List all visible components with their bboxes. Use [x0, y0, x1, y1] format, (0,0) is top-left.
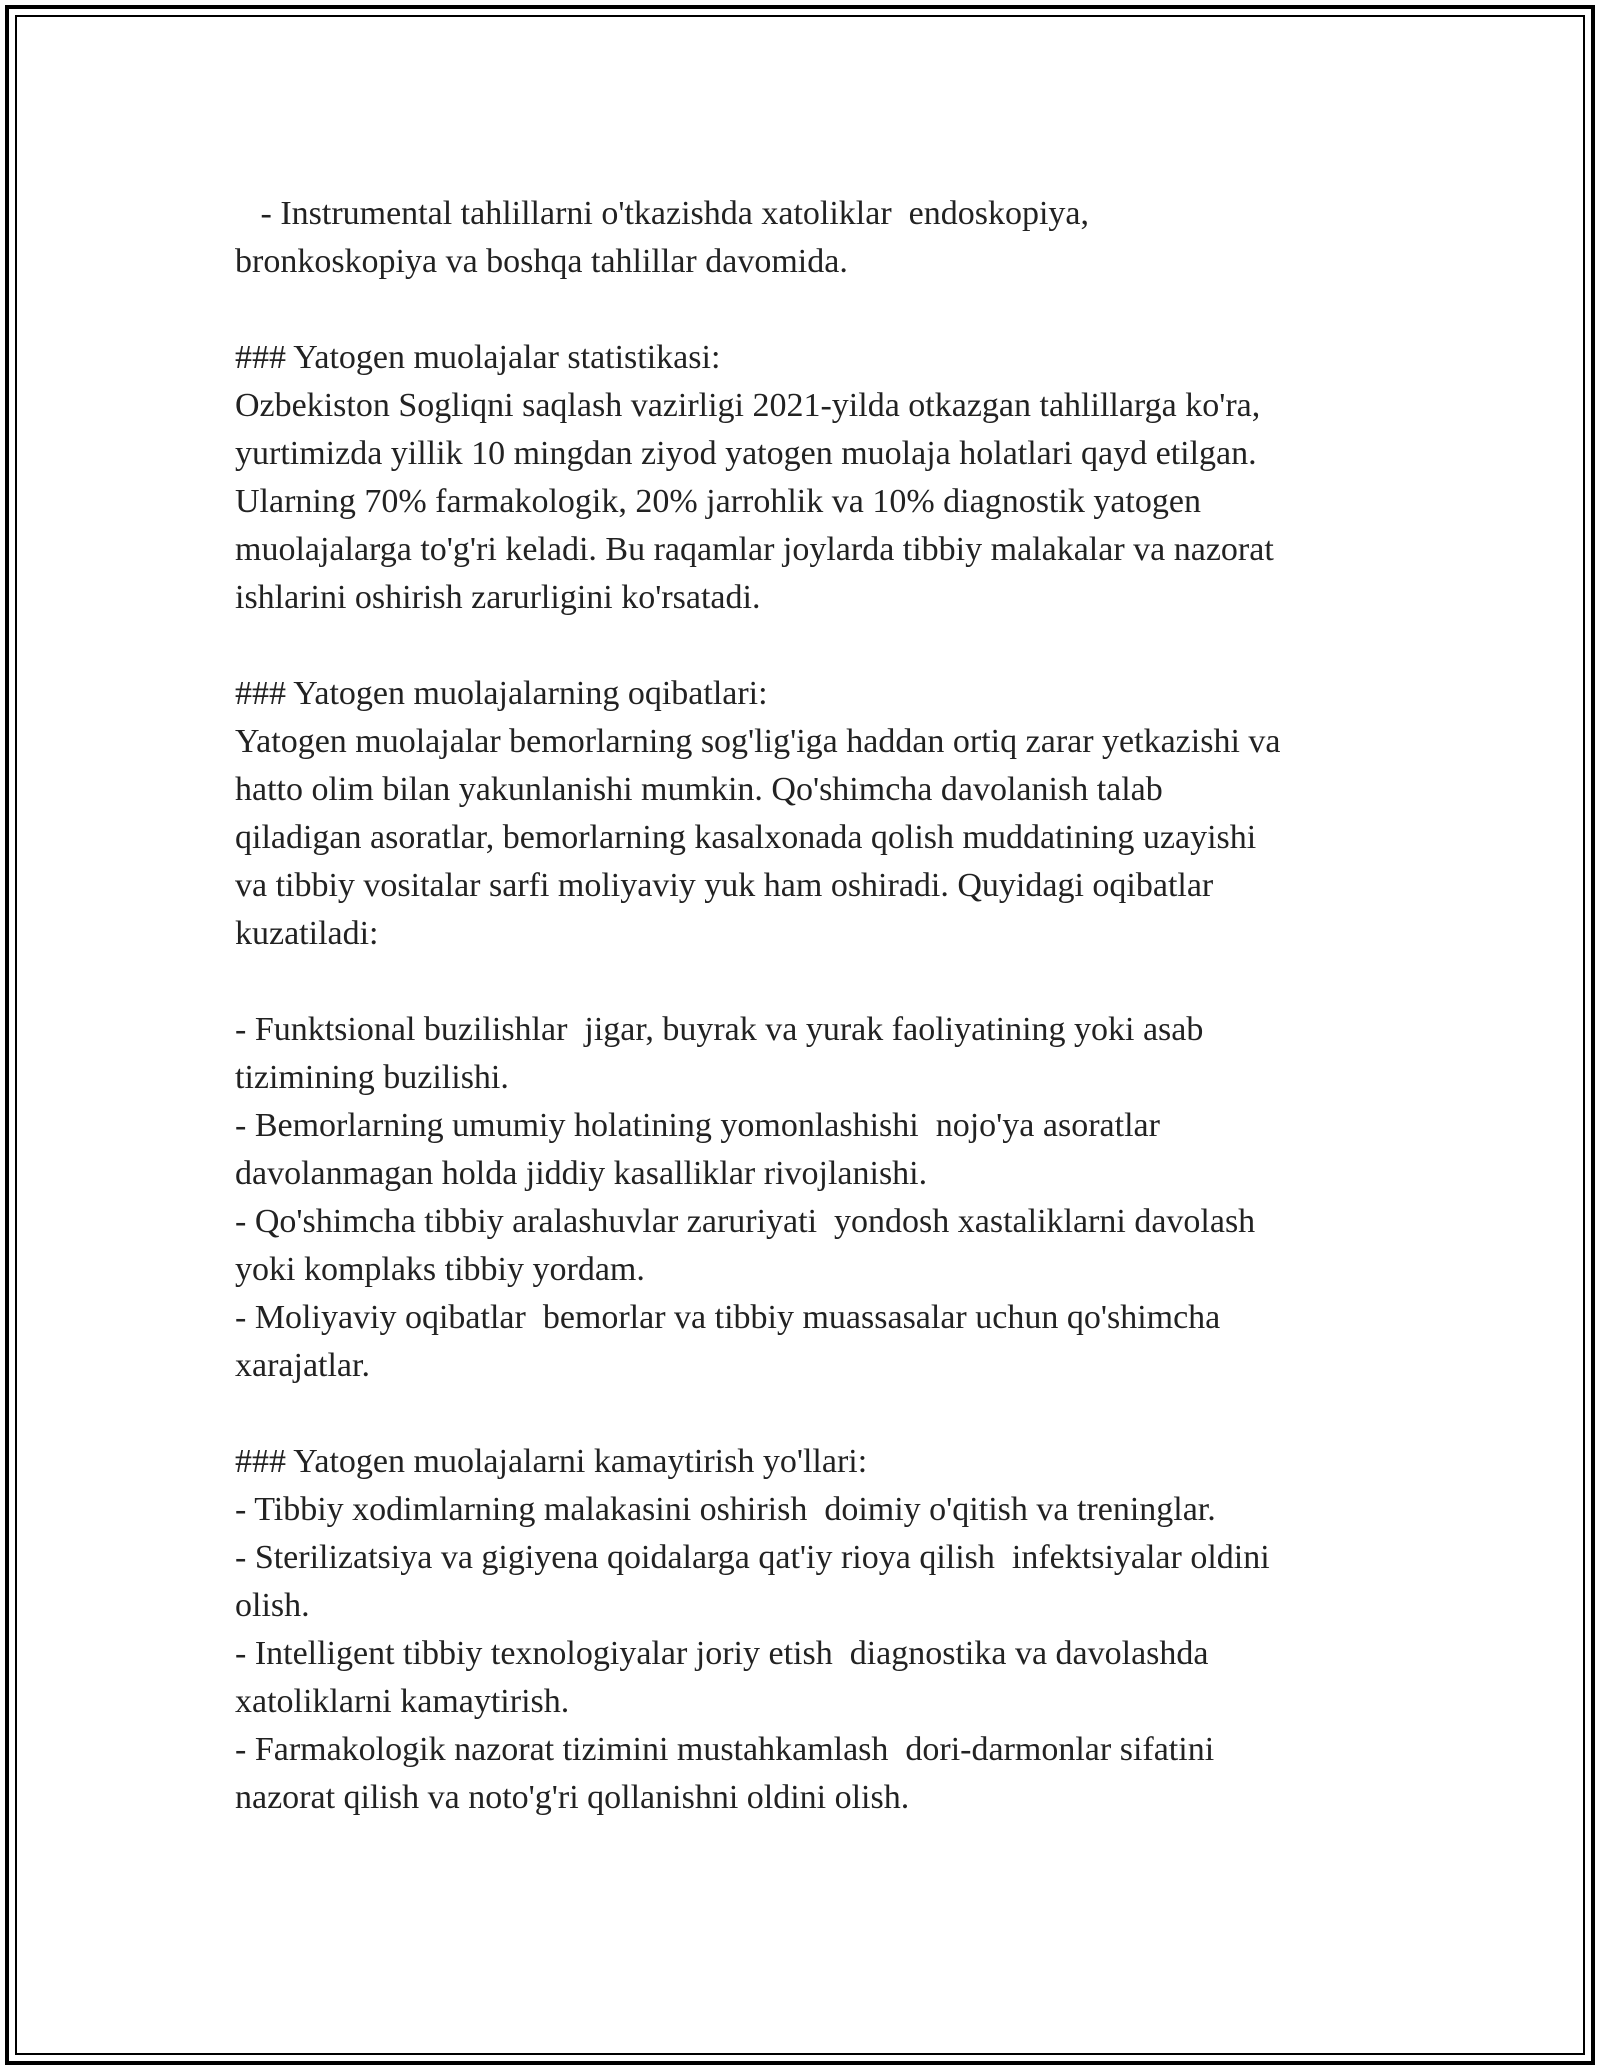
list-item-line: tizimining buzilishi. [235, 1059, 509, 1096]
text-line: qiladigan asoratlar, bemorlarning kasalxonada qolish muddatining uzayishi [235, 819, 1257, 856]
text-line: bronkoskopiya va boshqa tahlillar davomida. [235, 243, 848, 280]
section-heading: ### Yatogen muolajalarni kamaytirish yo'llari: [235, 1443, 868, 1480]
text-line: Ularning 70% farmakologik, 20% jarrohlik va 10% diagnostik yatogen [235, 483, 1201, 520]
text-line: Yatogen muolajalar bemorlarning sog'lig'iga haddan ortiq zarar yetkazishi va [235, 723, 1281, 760]
section-reduction [235, 1438, 1415, 1822]
list-item-line: xatoliklarni kamaytirish. [235, 1683, 570, 1720]
consequences-list [235, 1006, 1415, 1390]
list-item-line: - Moliyaviy oqibatlar bemorlar va tibbiy muassasalar uchun qo'shimcha [235, 1299, 1221, 1336]
list-item-line: - Intelligent tibbiy texnologiyalar joriy etish diagnostika va davolashda [235, 1635, 1209, 1672]
section-consequences [235, 670, 1415, 958]
text-line: yurtimizda yillik 10 mingdan ziyod yatogen muolaja holatlari qayd etilgan. [235, 435, 1257, 472]
section-heading: ### Yatogen muolajalar statistikasi: [235, 339, 721, 376]
list-item-line: xarajatlar. [235, 1347, 370, 1384]
paragraph-gap [235, 622, 1415, 670]
paragraph-gap [235, 286, 1415, 334]
section-statistics [235, 334, 1415, 622]
list-item-line: - Tibbiy xodimlarning malakasini oshirish doimiy o'qitish va treninglar. [235, 1491, 1216, 1528]
list-item-line: davolanmagan holda jiddiy kasalliklar rivojlanishi. [235, 1155, 928, 1192]
list-item-line: - Qo'shimcha tibbiy aralashuvlar zaruriyati yondosh xastaliklarni davolash [235, 1203, 1256, 1240]
text-line: Ozbekiston Sogliqni saqlash vazirligi 2021-yilda otkazgan tahlillarga ko'ra, [235, 387, 1261, 424]
text-line: muolajalarga to'g'ri keladi. Bu raqamlar joylarda tibbiy malakalar va nazorat [235, 531, 1274, 568]
text-line: kuzatiladi: [235, 915, 379, 952]
section-heading: ### Yatogen muolajalarning oqibatlari: [235, 675, 768, 712]
list-item-line: - Sterilizatsiya va gigiyena qoidalarga qat'iy rioya qilish infektsiyalar oldini [235, 1539, 1270, 1576]
list-item-line: nazorat qilish va noto'g'ri qollanishni oldini olish. [235, 1779, 910, 1816]
list-item-line: olish. [235, 1587, 310, 1624]
document-body [235, 190, 1415, 1822]
list-item-line: - Bemorlarning umumiy holatining yomonlashishi nojo'ya asoratlar [235, 1107, 1160, 1144]
paragraph-gap [235, 1390, 1415, 1438]
text-line: va tibbiy vositalar sarfi moliyaviy yuk ham oshiradi. Quyidagi oqibatlar [235, 867, 1214, 904]
list-item-line: - Farmakologik nazorat tizimini mustahkamlash dori-darmonlar sifatini [235, 1731, 1215, 1768]
text-line: ishlarini oshirish zarurligini ko'rsatadi. [235, 579, 761, 616]
text-line: - Instrumental tahlillarni o'tkazishda xatoliklar endoskopiya, [235, 195, 1090, 232]
list-item-line: - Funktsional buzilishlar jigar, buyrak va yurak faoliyatining yoki asab [235, 1011, 1204, 1048]
list-item-line: yoki komplaks tibbiy yordam. [235, 1251, 645, 1288]
paragraph-gap [235, 958, 1415, 1006]
intro-item [235, 190, 1415, 286]
text-line: hatto olim bilan yakunlanishi mumkin. Qo'shimcha davolanish talab [235, 771, 1163, 808]
